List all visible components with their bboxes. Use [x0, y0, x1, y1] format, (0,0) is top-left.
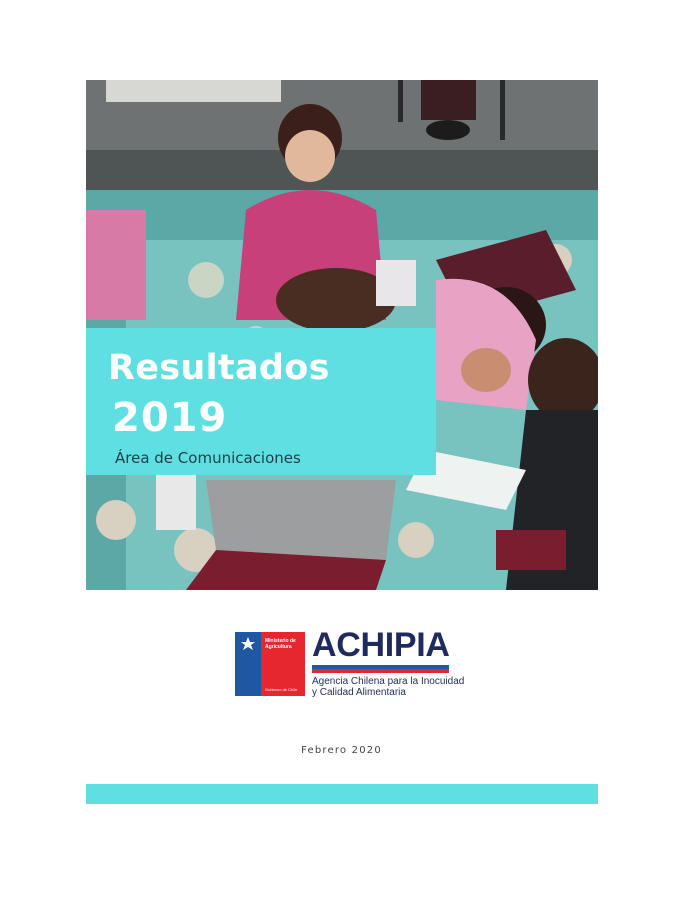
report-subtitle: Área de Comunicaciones: [115, 449, 301, 467]
report-year: 2019: [112, 395, 228, 441]
achipia-logo: [235, 626, 465, 698]
ministry-line2: Agricultura: [265, 644, 292, 650]
agency-name-line1: Agencia Chilena para la Inocuidad: [312, 676, 465, 687]
report-title: Resultados: [108, 348, 330, 388]
logo-stripe-red: [312, 669, 449, 673]
agency-name-line2: y Calidad Alimentaria: [312, 687, 406, 698]
footer-accent-bar: [86, 784, 598, 804]
achipia-wordmark: ACHIPIA: [312, 626, 450, 664]
ministry-line1: Ministerio de: [265, 638, 296, 644]
publication-date: Febrero 2020: [301, 745, 382, 756]
government-label: Gobierno de Chile: [265, 687, 298, 692]
chile-coat-of-arms-icon: [241, 637, 255, 650]
government-of-chile-logo: [235, 632, 305, 696]
cover-title-box: [86, 328, 436, 475]
